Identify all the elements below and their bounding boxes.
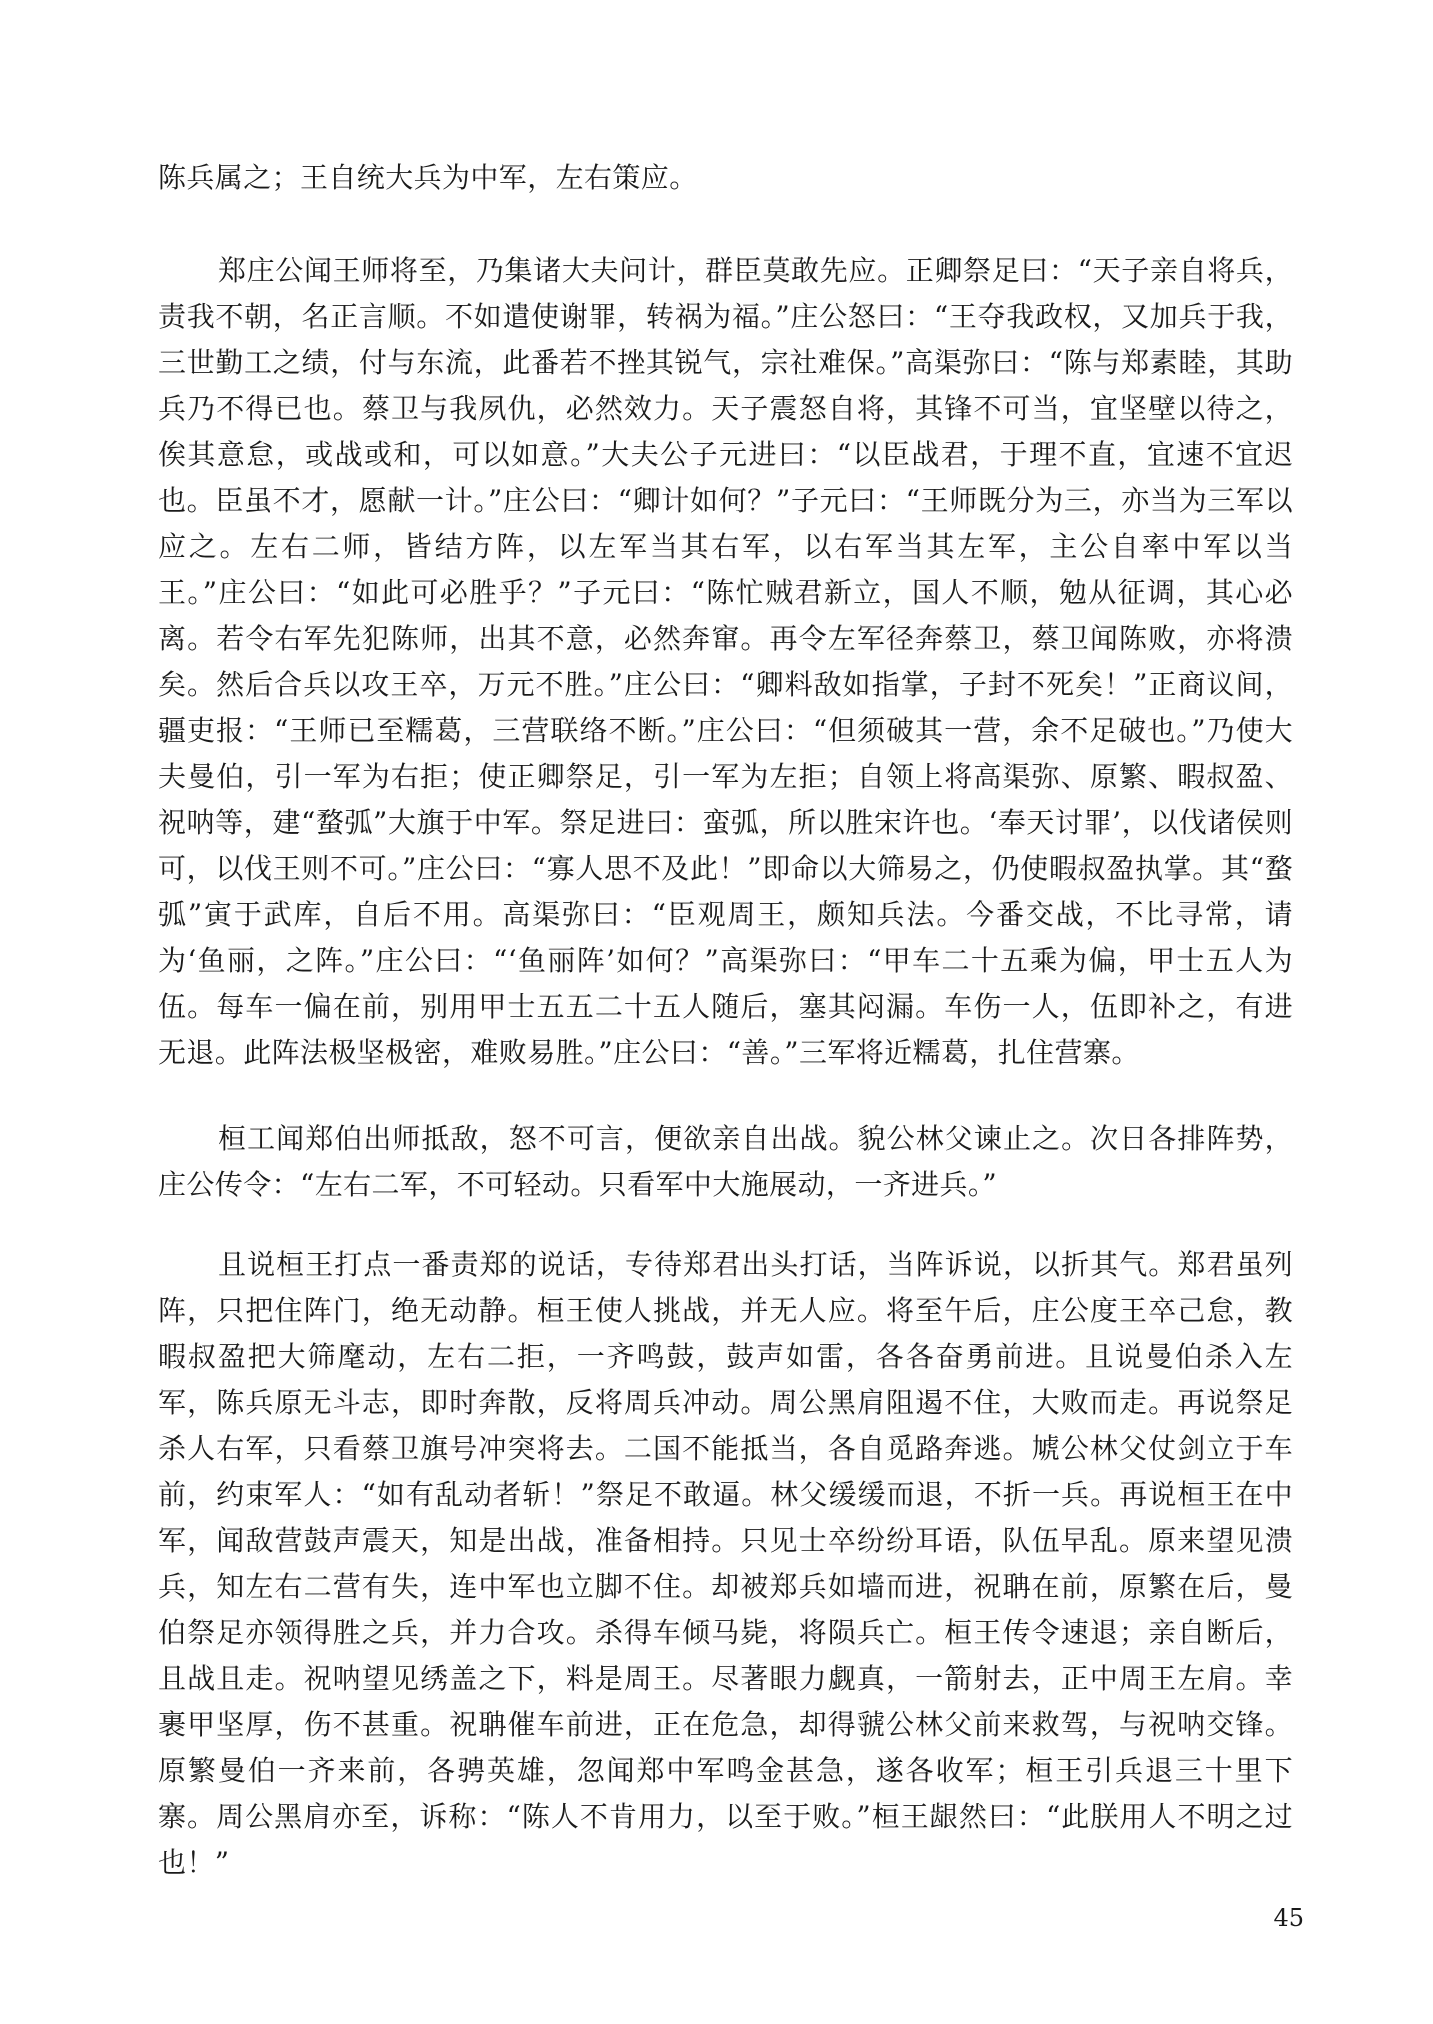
paragraph-battle: 且说桓王打点一番责郑的说话，专待郑君出头打话，当阵诉说，以折其气。郑君虽列阵，只把住阵门，绝无动静。桓王使人挑战，并无人应。将至午后，庄公度王卒己怠，教暇叔盈把大筛麾动，左右二拒，一齐鸣鼓，鼓声如雷，各各奋勇前进。且说曼伯杀入左军，陈兵原无斗志，即时奔散，反将周兵冲动。周公黑肩阻遏不住，大败而走。再说祭足杀人右军，只看蔡卫旗号冲突将去。二国不能抵当，各自觅路奔逃。虓公林父仗剑立于车前，约束军人：“如有乱动者斩！”祭足不敢逼。林父缓缓而退，不折一兵。再说桓王在中军，闻敌营鼓声震天，知是出战，准备相持。只见士卒纷纷耳语，队伍早乱。原来望见溃兵，知左右二营有失，连中军也立脚不住。却被郑兵如墙而进，祝聃在前，原繁在后，曼伯祭足亦领得胜之兵，并力合攻。杀得车倾马毙，将陨兵亡。桓王传令速退；亲自断后，且战且走。祝呐望见绣盖之下，料是周王。尽著眼力觑真，一箭射去，正中周王左肩。幸裹甲坚厚，伤不甚重。祝聃催车前进，正在危急，却得虢公林父前来救驾，与祝呐交锋。原繁曼伯一齐来前，各骋英雄，忽闻郑中军鸣金甚急，遂各收军；桓王引兵退三十里下寨。周公黑肩亦至，诉称：“陈人不肯用力，以至于败。”桓王龈然曰：“此朕用人不明之过也！” (158, 1248, 1293, 1879)
paragraph-continuation: 陈兵属之；王自统大兵为中军，左右策应。 (158, 161, 698, 194)
paragraph-zheng-council: 郑庄公闻王师将至，乃集诸大夫问计，群臣莫敢先应。正卿祭足曰：“天子亲自将兵，责我不朝，名正言顺。不如遣使谢罪，转祸为福。”庄公怒曰：“王夺我政权，又加兵于我，三世勤工之绩，付与东流，此番若不挫其锐气，宗社难保。”高渠弥曰：“陈与郑素睦，其助兵乃不得已也。蔡卫与我夙仇，必然效力。天子震怒自将，其锋不可当，宜坚壁以待之，俟其意怠，或战或和，可以如意。”大夫公子元进曰：“以臣战君，于理不直，宜速不宜迟也。臣虽不才，愿献一计。”庄公曰：“卿计如何？”子元曰：“王师既分为三，亦当为三军以应之。左右二师，皆结方阵，以左军当其右军，以右军当其左军，主公自率中军以当王。”庄公曰：“如此可必胜乎？”子元曰：“陈忙贼君新立，国人不顺，勉从征调，其心必离。若令右军先犯陈师，出其不意，必然奔窜。再令左军径奔蔡卫，蔡卫闻陈败，亦将溃矣。然后合兵以攻王卒，万元不胜。”庄公曰：“卿料敌如指掌，子封不死矣！”正商议间，疆吏报：“王师已至糯葛，三营联络不断。”庄公曰：“但须破其一营，余不足破也。”乃使大夫曼伯，引一军为右拒；使正卿祭足，引一军为左拒；自领上将高渠弥、原繁、暇叔盈、祝呐等，建“蝥弧”大旗于中军。祭足进曰：蛮弧，所以胜宋许也。‘奉天讨罪’，以伐诸侯则可，以伐王则不可。”庄公曰：“寡人思不及此！”即命以大筛易之，仍使暇叔盈执掌。其“蝥弧”寅于武库，自后不用。高渠弥曰：“臣观周王，颇知兵法。今番交战，不比寻常，请为‘鱼丽，之阵。”庄公曰：“‘鱼丽阵’如何？”高渠弥曰：“甲车二十五乘为偏，甲士五人为伍。每车一偏在前，别用甲士五五二十五人随后，塞其闷漏。车伤一人，伍即补之，有进无退。此阵法极坚极密，难败易胜。”庄公曰：“善。”三军将近糯葛，扎住营寨。 (158, 254, 1293, 1069)
paragraph-huan-wang-order: 桓工闻郑伯出师抵敌，怒不可言，便欲亲自出战。貌公林父谏止之。次日各排阵势，庄公传令：“左右二军，不可轻动。只看军中大施展动，一齐进兵。” (158, 1122, 1293, 1201)
page-number: 45 (1273, 1904, 1304, 1932)
